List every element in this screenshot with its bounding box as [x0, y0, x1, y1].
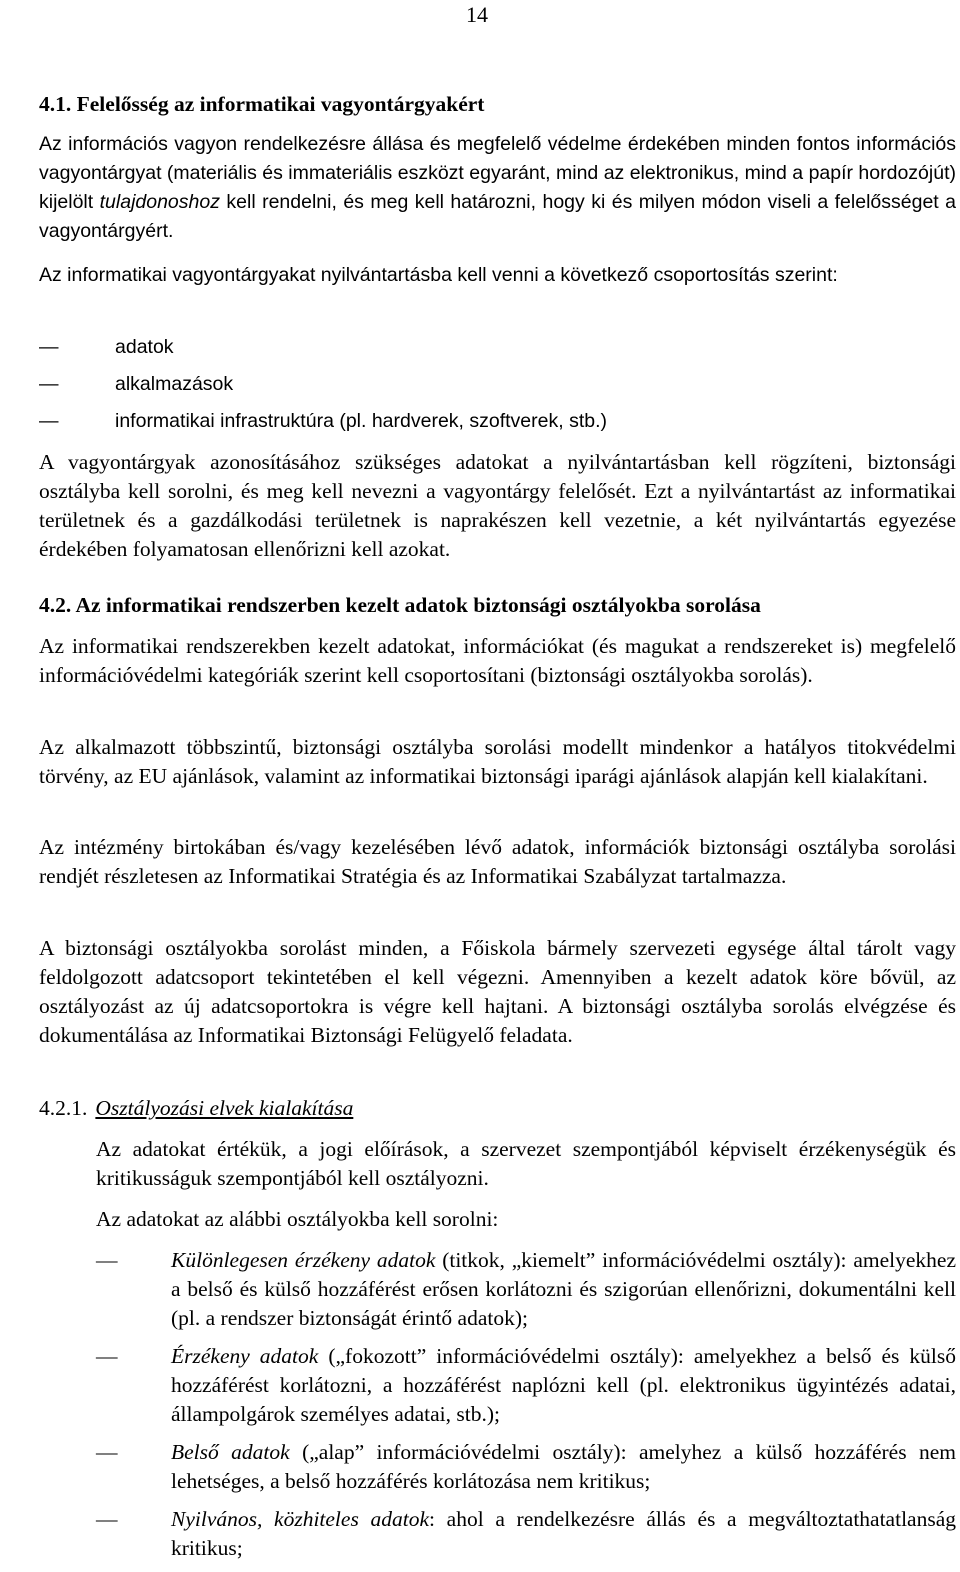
- class-name: Nyilvános, közhiteles adatok: [171, 1507, 430, 1531]
- paragraph-grouping: Az informatikai vagyontárgyakat nyilvántartásba kell venni a következő csoportosítás szerint:: [39, 264, 838, 286]
- paragraph-classes-intro: Az adatokat az alábbi osztályokba kell sorolni:: [96, 1207, 499, 1231]
- section-number: 4.2.1.: [39, 1096, 88, 1120]
- list-item: [39, 370, 607, 407]
- list-item-text: alkalmazások: [115, 373, 234, 395]
- emphasis-owner: tulajdonoshoz: [99, 191, 220, 213]
- class-name: Különlegesen érzékeny adatok: [171, 1248, 436, 1272]
- section-title: Felelősség az informatikai vagyontárgyakért: [76, 92, 485, 116]
- paragraph-ownership: [39, 130, 956, 246]
- dash-bullet: —: [39, 373, 59, 395]
- paragraph-principles: Az adatokat értékük, a jogi előírások, a szervezet szempontjából képviselt érzékenységük és kritikusságuk szempontjából kell osztályozni.: [96, 1137, 956, 1190]
- class-description: („fokozott” információvédelmi osztály): amelyekhez a belső és külső hozzáférést korlátozni, a hozzáférést naplózni kell (pl. elektronikus ügyintézés adatai, állampolgárok személyes adatai, stb.);: [171, 1344, 957, 1426]
- class-description: („alap” információvédelmi osztály): amelyhez a külső hozzáférés nem lehetséges, a belső hozzáférés korlátozása nem kritikus;: [171, 1440, 956, 1493]
- paragraph-regulation: Az intézmény birtokában és/vagy kezelésében lévő adatok, információk biztonsági osztályba sorolási rendjét részletesen az Informatikai Stratégia és az Informatikai Szabályzat tartalmazza.: [39, 835, 956, 888]
- paragraph-text: kell rendelni, és meg kell határozni, hogy ki és milyen módon viseli a felelősséget a vagyontárgyért.: [39, 191, 956, 242]
- section-number: 4.1.: [39, 92, 72, 116]
- dash-bullet: —: [96, 1507, 118, 1531]
- dash-bullet: —: [39, 410, 59, 432]
- section-title: Osztályozási elvek kialakítása: [95, 1096, 354, 1120]
- asset-group-list: [39, 333, 607, 444]
- data-class-list: [96, 1246, 956, 1572]
- dash-bullet: —: [96, 1440, 118, 1464]
- paragraph-text: Az információs vagyon rendelkezésre állása és megfelelő védelme érdekében minden fontos információs vagyontárgyat (materiális és immateriális eszközt egyaránt, mind az elektronikus, mind a papír hordozójút) kijelölt: [39, 133, 956, 213]
- list-item: [96, 1342, 956, 1429]
- paragraph-categories: Az informatikai rendszerekben kezelt adatokat, információkat (és magukat a rendszereket is) megfelelő információvédelmi kategóriák szerint kell csoportosítani (biztonsági osztályokba sorolás).: [39, 634, 956, 687]
- dash-bullet: —: [96, 1344, 118, 1368]
- paragraph-model: Az alkalmazott többszintű, biztonsági osztályba sorolási modellt mindenkor a hatályos titokvédelmi törvény, az EU ajánlások, valamint az informatikai biztonsági iparági ajánlások alapján kell kialakítani.: [39, 735, 956, 788]
- list-item-text: informatikai infrastruktúra (pl. hardverek, szoftverek, stb.): [115, 410, 608, 432]
- class-name: Érzékeny adatok: [171, 1344, 319, 1368]
- list-item-text: adatok: [115, 336, 174, 358]
- class-description: : ahol a rendelkezésre állás és a megváltoztathatatlanság kritikus;: [171, 1507, 957, 1560]
- class-description: (titkok, „kiemelt” információvédelmi osztály): amelyekhez a belső és külső hozzáférést erősen korlátozni és szigorúan ellenőrizni, dokumentálni kell (pl. a rendszer biztonságát érintő adatok);: [171, 1248, 957, 1330]
- paragraph-registry: A vagyontárgyak azonosításához szükséges adatokat a nyilvántartásban kell rögzíteni, biztonsági osztályba kell sorolni, és meg kell nevezni a vagyontárgy felelősét. Ezt a nyilvántartást az informatikai területnek és a gazdálkodási területnek is naprakészen kell vezetnie, a két nyilvántartás egyezése érdekében folyamatosan ellenőrizni kell azokat.: [39, 450, 956, 561]
- section-heading-4-2-1: [39, 1094, 353, 1123]
- class-name: Belső adatok: [171, 1440, 290, 1464]
- list-item: [96, 1438, 956, 1496]
- page-number: 14: [466, 2, 488, 27]
- paragraph-classification-duty: A biztonsági osztályokba sorolást minden, a Főiskola bármely szervezeti egysége által tárolt vagy feldolgozott adatcsoport tekintetében el kell végezni. Amennyiben a kezelt adatok köre bővül, az osztályozást az új adatcsoportokra is végre kell hajtani. A biztonsági osztályba sorolás elvégzése és dokumentálása az Informatikai Biztonsági Felügyelő feladata.: [39, 936, 956, 1047]
- section-heading-4-1: [39, 90, 484, 119]
- dash-bullet: —: [96, 1248, 118, 1272]
- section-heading-4-2: 4.2. Az informatikai rendszerben kezelt adatok biztonsági osztályokba sorolása: [39, 593, 761, 617]
- list-item: [96, 1505, 956, 1563]
- list-item: [96, 1246, 956, 1333]
- dash-bullet: —: [39, 336, 59, 358]
- list-item: [39, 333, 607, 370]
- list-item: [39, 407, 607, 444]
